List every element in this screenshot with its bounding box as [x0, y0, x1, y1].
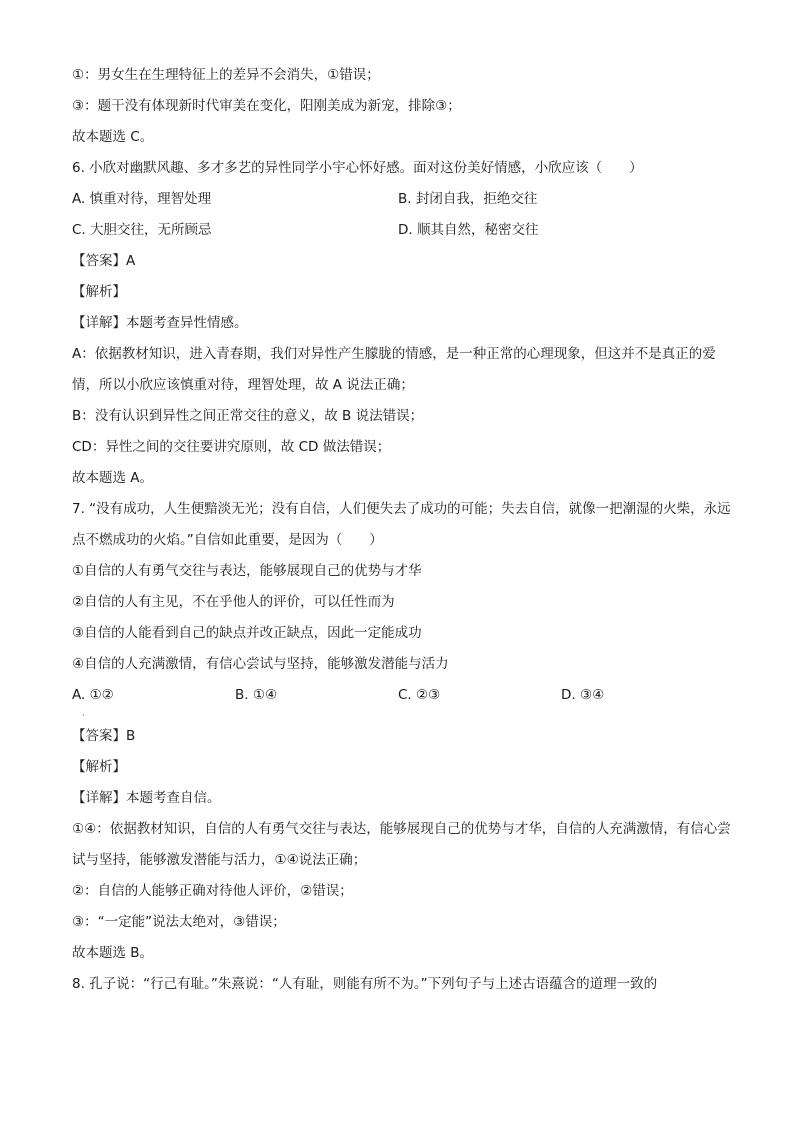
question-7-item-2: ②自信的人有主见，不在乎他人的评价，可以任性而为 — [72, 594, 395, 610]
question-6-options-row-1 — [72, 184, 732, 215]
explanation-b: B：没有认识到异性之间正常交往的意义，故 B 说法错误； — [72, 408, 424, 424]
question-7-item-3: ③自信的人能看到自己的缺点并改正缺点，因此一定能成功 — [72, 625, 422, 641]
answer-line: 【答案】A — [72, 253, 136, 269]
question-8-stem: 8. 孔子说：“行己有耻。”朱熹说：“人有耻，则能有所不为。”下列句子与上述古语蕴含的道理一致的 — [72, 976, 658, 992]
question-7-stem: 7. “没有成功，人生便黯淡无光；没有自信，人们便失去了成功的可能；失去自信，就像一把潮湿的火柴，永远点不燃成功的火焰。”自信如此重要，是因为（ ） — [72, 501, 731, 548]
analysis-line: ①：男女生在生理特征上的差异不会消失，①错误； — [72, 67, 380, 83]
option-b: B. 封闭自我，拒绝交往 — [398, 191, 538, 207]
question-6-stem: 6. 小欣对幽默风趣、多才多艺的异性同学小宇心怀好感。面对这份美好情感，小欣应该（ ） — [72, 160, 643, 176]
option-d: D. 顺其自然，秘密交往 — [398, 222, 539, 238]
analysis-heading: 【解析】 — [72, 759, 126, 775]
document-page — [72, 60, 732, 1000]
option-d: D. ③④ — [561, 687, 605, 703]
question-7-item-1: ①自信的人有勇气交往与表达，能够展现自己的优势与才华 — [72, 563, 422, 579]
explanation-3: ③：“一定能”说法太绝对，③错误； — [72, 914, 286, 930]
question-7-item-4: ④自信的人充满激情，有信心尝试与坚持，能够激发潜能与活力 — [72, 656, 449, 672]
conclusion-line: 故本题选 C。 — [72, 129, 154, 145]
question-6-options-row-2 — [72, 215, 732, 246]
analysis-line: ③：题干没有体现新时代审美在变化，阳刚美成为新宠，排除③； — [72, 98, 461, 114]
explanation-14: ①④：依据教材知识，自信的人有勇气交往与表达，能够展现自己的优势与才华，自信的人充满激情，有信心尝试与坚持，能够激发潜能与活力，①④说法正确； — [72, 821, 731, 868]
option-a: A. 慎重对待，理智处理 — [72, 191, 212, 207]
option-a: A. ①② — [72, 687, 114, 703]
conclusion-line: 故本题选 A。 — [72, 470, 154, 486]
explanation-a: A：依据教材知识，进入青春期，我们对异性产生朦胧的情感，是一种正常的心理现象，但这并不是真正的爱情，所以小欣应该慎重对待，理智处理，故 A 说法正确； — [72, 346, 716, 393]
question-7-options — [72, 680, 732, 711]
detail-line: 【详解】本题考查异性情感。 — [72, 315, 248, 331]
stray-mark: · — [82, 711, 85, 720]
conclusion-line: 故本题选 B。 — [72, 945, 154, 961]
answer-line: 【答案】B — [72, 728, 136, 744]
analysis-heading: 【解析】 — [72, 284, 126, 300]
detail-line: 【详解】本题考查自信。 — [72, 790, 221, 806]
option-c: C. 大胆交往，无所顾忌 — [72, 222, 212, 238]
explanation-2: ②：自信的人能够正确对待他人评价，②错误； — [72, 883, 353, 899]
explanation-cd: CD：异性之间的交往要讲究原则，故 CD 做法错误； — [72, 439, 391, 455]
option-b: B. ①④ — [235, 687, 278, 703]
option-c: C. ②③ — [398, 687, 441, 703]
